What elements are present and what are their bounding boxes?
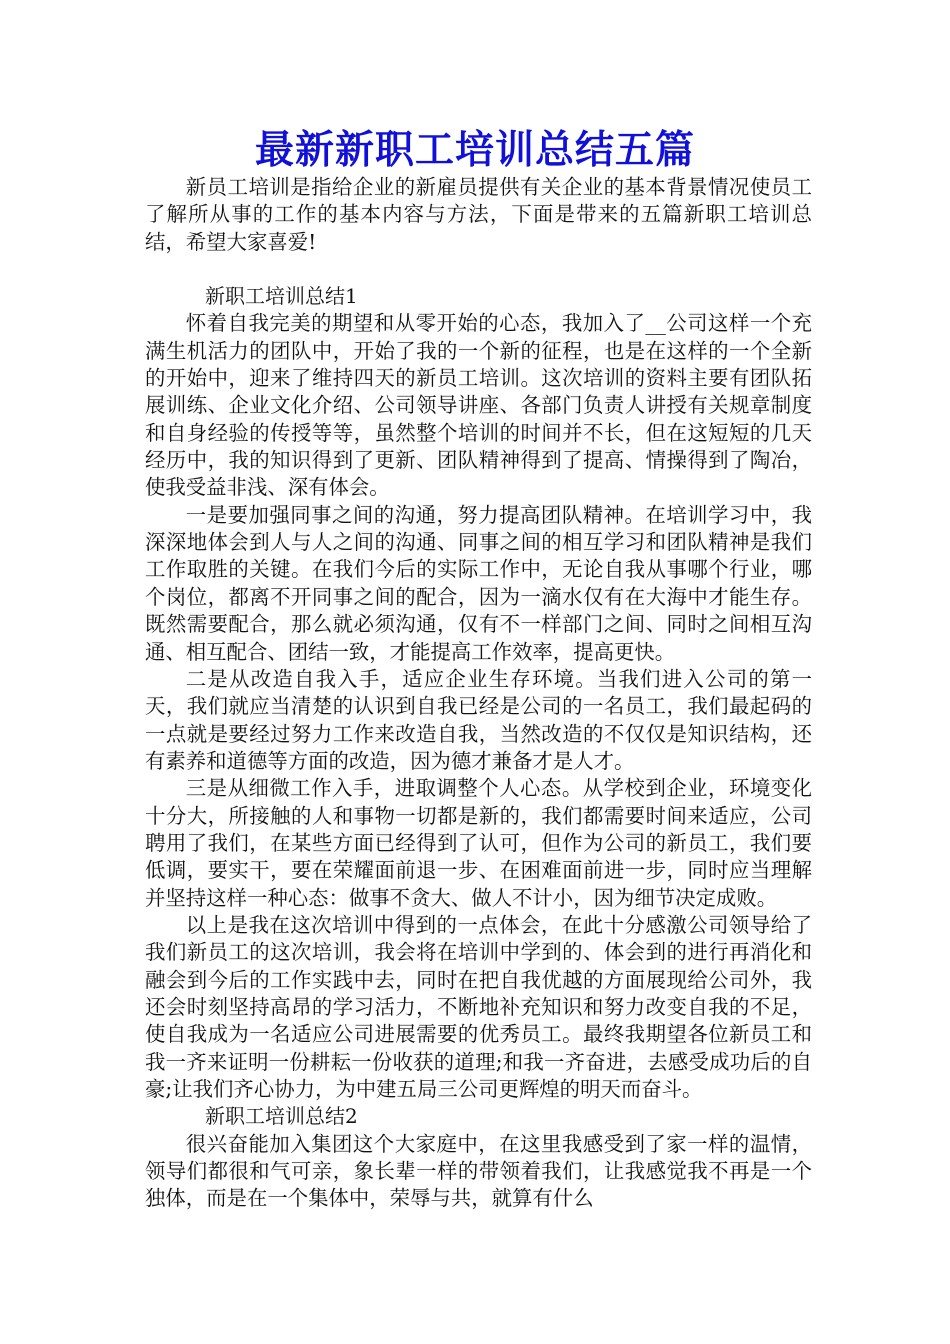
document-title: 最新新职工培训总结五篇 — [254, 127, 695, 173]
section1-paragraph-2: 一是要加强同事之间的沟通，努力提高团队精神。在培训学习中，我深深地体会到人与人之间的沟通、同事之间的相互学习和团队精神是我们工作取胜的关键。在我们今后的实际工作中，无论自我从事哪个行业，哪个岗位，都离不开同事之间的配合，因为一滴水仅有在大海中才能生存。既然需要配合，那么就必须沟通，仅有不一样部门之间、同时之间相互沟通、相互配合、团结一致，才能提高工作效率，提高更快。 — [145, 502, 812, 664]
section2-paragraph-1: 很兴奋能加入集团这个大家庭中，在这里我感受到了家一样的温情，领导们都很和气可亲，象长辈一样的带领着我们，让我感觉我不再是一个独体，而是在一个集体中，荣辱与共，就算有什么 — [145, 1131, 812, 1211]
intro-paragraph: 新员工培训是指给企业的新雇员提供有关企业的基本背景情况使员工了解所从事的工作的基本内容与方法，下面是带来的五篇新职工培训总结，希望大家喜爱! — [145, 175, 812, 254]
section-heading-2: 新职工培训总结2 — [205, 1104, 358, 1129]
section1-paragraph-4: 三是从细微工作入手，进取调整个人心态。从学校到企业，环境变化十分大，所接触的人和事物一切都是新的，我们都需要时间来适应，公司聘用了我们，在某些方面已经得到了认可，但作为公司的新员工，我们要低调，要实干，要在荣耀面前退一步、在困难面前进一步，同时应当理解并坚持这样一种心态：做事不贪大、做人不计小，因为细节决定成败。 — [145, 776, 812, 910]
section1-paragraph-1: 怀着自我完美的期望和从零开始的心态，我加入了__公司这样一个充满生机活力的团队中，开始了我的一个新的征程，也是在这样的一个全新的开始中，迎来了维持四天的新员工培训。这次培训的资料主要有团队拓展训练、企业文化介绍、公司领导讲座、各部门负责人讲授有关规章制度和自身经验的传授等等，虽然整个培训的时间并不长，但在这短短的几天经历中，我的知识得到了更新、团队精神得到了提高、情操得到了陶冶，使我受益非浅、深有体会。 — [145, 311, 812, 500]
section1-paragraph-3: 二是从改造自我入手，适应企业生存环境。当我们进入公司的第一天，我们就应当清楚的认识到自我已经是公司的一名员工，我们最起码的一点就是要经过努力工作来改造自我，当然改造的不仅仅是知识结构，还有素养和道德等方面的改造，因为德才兼备才是人才。 — [145, 666, 812, 773]
blank-line — [145, 256, 812, 283]
section1-paragraph-5: 以上是我在这次培训中得到的一点体会，在此十分感激公司领导给了我们新员工的这次培训，我会将在培训中学到的、体会到的进行再消化和融会到今后的工作实践中去，同时在把自我优越的方面展现给公司外，我还会时刻坚持高昂的学习活力，不断地补充知识和努力改变自我的不足，使自我成为一名适应公司进展需要的优秀员工。最终我期望各位新员工和我一齐来证明一份耕耘一份收获的道理;和我一齐奋进，去感受成功后的自豪;让我们齐心协力，为中建五局三公司更辉煌的明天而奋斗。 — [145, 912, 812, 1101]
document-body — [145, 174, 812, 1213]
section-heading-1: 新职工培训总结1 — [205, 284, 358, 309]
